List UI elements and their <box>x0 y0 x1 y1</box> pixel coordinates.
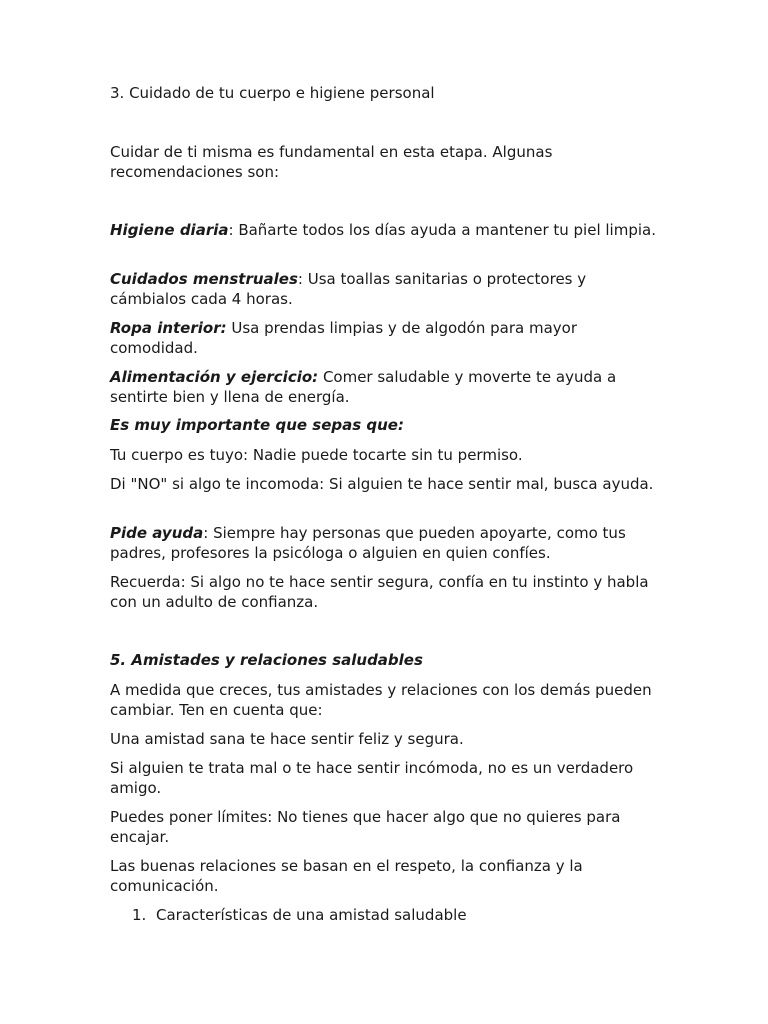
recommendation-sep: : <box>297 270 303 288</box>
section3-intro: Cuidar de ti misma es fundamental en esta etapa. Algunas recomendaciones son: <box>110 143 553 181</box>
recommendation-label: Cuidados menstruales <box>110 270 298 288</box>
important-point: Tu cuerpo es tuyo: Nadie puede tocarte sin tu permiso. <box>110 446 523 464</box>
recommendation-item <box>110 319 658 358</box>
recommendation-label: Alimentación y ejercicio: <box>110 368 319 386</box>
recommendation-text: Usa toallas sanitarias o protectores y cámbialos cada 4 horas. <box>110 270 587 308</box>
section5-title: 5. Amistades y relaciones saludables <box>110 651 423 669</box>
friendship-point: Una amistad sana te hace sentir feliz y segura. <box>110 730 464 748</box>
help-text: : Siempre hay personas que pueden apoyarte, como tus padres, profesores la psicóloga o alguien en quien confíes. <box>110 524 626 562</box>
list-item-text: Características de una amistad saludable <box>156 906 467 924</box>
recommendation-label: Ropa interior: <box>110 319 227 337</box>
recommendation-item <box>110 368 658 407</box>
recommendation-text: Comer saludable y moverte te ayuda a sentirte bien y llena de energía. <box>110 368 617 406</box>
section5-intro: A medida que creces, tus amistades y relaciones con los demás pueden cambiar. Ten en cuenta que: <box>110 681 652 719</box>
help-paragraph <box>110 524 658 563</box>
recommendation-text: Bañarte todos los días ayuda a mantener tu piel limpia. <box>233 221 656 239</box>
recommendation-label: Higiene diaria <box>110 221 229 239</box>
recommendation-sep: : <box>228 221 234 239</box>
help-label: Pide ayuda <box>110 524 204 542</box>
list-number: 1. <box>132 906 147 924</box>
remember-paragraph: Recuerda: Si algo no te hace sentir segura, confía en tu instinto y habla con un adulto de confianza. <box>110 573 649 611</box>
friendship-point: Si alguien te trata mal o te hace sentir incómoda, no es un verdadero amigo. <box>110 759 634 797</box>
section3-title: 3. Cuidado de tu cuerpo e higiene personal <box>110 84 435 102</box>
friendship-point: Puedes poner límites: No tienes que hacer algo que no quieres para encajar. <box>110 808 621 846</box>
recommendation-item <box>110 270 658 309</box>
numbered-list-item <box>132 906 680 926</box>
recommendation-text: Usa prendas limpias y de algodón para mayor comodidad. <box>110 319 577 357</box>
important-heading: Es muy importante que sepas que: <box>110 416 404 434</box>
friendship-point: Las buenas relaciones se basan en el respeto, la confianza y la comunicación. <box>110 857 583 895</box>
important-point: Di "NO" si algo te incomoda: Si alguien te hace sentir mal, busca ayuda. <box>110 475 654 493</box>
recommendation-item <box>110 221 658 241</box>
